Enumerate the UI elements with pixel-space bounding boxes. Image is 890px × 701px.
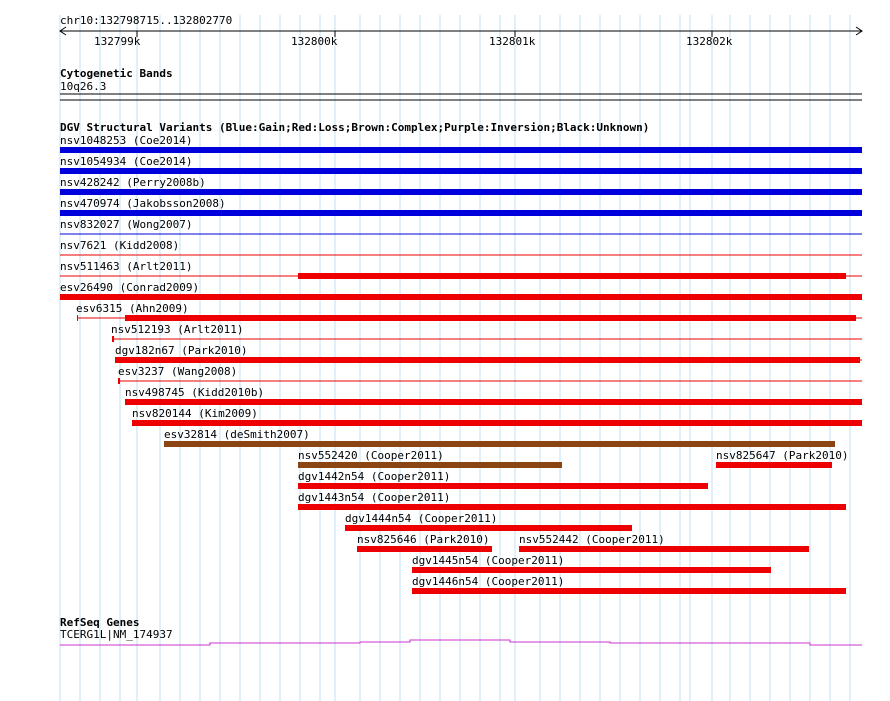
variant-label[interactable]: nsv825647 (Park2010)	[716, 449, 849, 462]
variant-label[interactable]: dgv1442n54 (Cooper2011)	[298, 470, 451, 483]
ruler-tick-label: 132802k	[686, 35, 733, 48]
variant-label[interactable]: nsv825646 (Park2010)	[357, 533, 490, 546]
ruler-range-label: chr10:132798715..132802770	[60, 14, 233, 27]
variant-label[interactable]: nsv832027 (Wong2007)	[60, 218, 193, 231]
track-title-dgv[interactable]: DGV Structural Variants (Blue:Gain;Red:Loss;Brown:Complex;Purple:Inversion;Black:Unknown)	[60, 121, 650, 134]
variant-label[interactable]: dgv182n67 (Park2010)	[115, 344, 248, 357]
variant-label[interactable]: nsv498745 (Kidd2010b)	[125, 386, 265, 399]
variant-label[interactable]: dgv1443n54 (Cooper2011)	[298, 491, 451, 504]
ruler-tick-label: 132800k	[291, 35, 338, 48]
gene-label[interactable]: TCERG1L|NM_174937	[60, 628, 173, 641]
track-title-cytobands[interactable]: Cytogenetic Bands	[60, 67, 173, 80]
variant-label[interactable]: nsv1048253 (Coe2014)	[60, 134, 193, 147]
variant-label[interactable]: esv32814 (deSmith2007)	[164, 428, 310, 441]
variant-label[interactable]: dgv1445n54 (Cooper2011)	[412, 554, 565, 567]
variant-label[interactable]: esv26490 (Conrad2009)	[60, 281, 200, 294]
cytoband-label: 10q26.3	[60, 80, 107, 93]
variant-label[interactable]: nsv7621 (Kidd2008)	[60, 239, 180, 252]
variant-label[interactable]: nsv820144 (Kim2009)	[132, 407, 258, 420]
ruler-tick-label: 132799k	[94, 35, 141, 48]
variant-label[interactable]: nsv511463 (Arlt2011)	[60, 260, 193, 273]
ruler-tick-label: 132801k	[489, 35, 536, 48]
variant-label[interactable]: nsv552442 (Cooper2011)	[519, 533, 665, 546]
variant-label[interactable]: esv3237 (Wang2008)	[118, 365, 238, 378]
variant-label[interactable]: nsv512193 (Arlt2011)	[111, 323, 244, 336]
variant-label[interactable]: nsv552420 (Cooper2011)	[298, 449, 444, 462]
variant-label[interactable]: esv6315 (Ahn2009)	[76, 302, 189, 315]
variant-label[interactable]: nsv428242 (Perry2008b)	[60, 176, 206, 189]
variant-label[interactable]: dgv1444n54 (Cooper2011)	[345, 512, 498, 525]
gene-model-line	[60, 640, 862, 645]
track-title-refseq[interactable]: RefSeq Genes	[60, 616, 140, 629]
variant-label[interactable]: nsv470974 (Jakobsson2008)	[60, 197, 226, 210]
variant-label[interactable]: nsv1054934 (Coe2014)	[60, 155, 193, 168]
variant-label[interactable]: dgv1446n54 (Cooper2011)	[412, 575, 565, 588]
